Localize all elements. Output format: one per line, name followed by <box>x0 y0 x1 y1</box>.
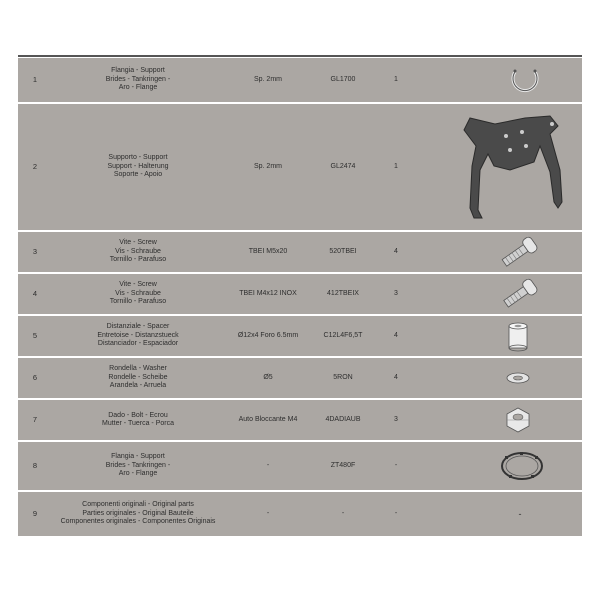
item-qty: 3 <box>394 415 398 423</box>
item-number: 8 <box>32 460 38 470</box>
snap-ring-icon <box>505 62 545 98</box>
item-number: 6 <box>32 372 38 382</box>
item-number: 9 <box>32 508 38 518</box>
item-qty: - <box>394 461 398 469</box>
part-image <box>438 316 582 356</box>
item-qty: 1 <box>394 162 398 170</box>
item-number: 7 <box>32 414 38 424</box>
item-qty: 4 <box>394 373 398 381</box>
item-spec: Auto Bloccante M4 <box>238 415 298 423</box>
item-number: 4 <box>32 288 38 298</box>
item-code: GL2474 <box>330 162 356 170</box>
table-row <box>18 492 582 538</box>
table-row <box>18 358 582 400</box>
item-code: C12L4F6,5T <box>323 331 363 339</box>
item-description: Supporto - Support Support - Halterung Soporte - Apoio <box>107 154 169 179</box>
item-code: - <box>341 509 345 517</box>
flange-ring-icon <box>497 446 547 486</box>
item-code: GL1700 <box>330 75 356 83</box>
parts-table <box>18 58 582 538</box>
item-qty: 4 <box>394 247 398 255</box>
item-spec: TBEI M4x12 INOX <box>239 289 297 297</box>
item-qty: 4 <box>394 331 398 339</box>
item-code: ZT480F <box>330 461 356 469</box>
item-number: 2 <box>32 161 38 171</box>
table-row <box>18 400 582 442</box>
table-row <box>18 274 582 316</box>
item-qty: - <box>394 509 398 517</box>
part-image <box>438 232 582 272</box>
dash-icon: - <box>518 508 522 519</box>
item-spec: Sp. 2mm <box>253 75 282 83</box>
item-code: 412TBEIX <box>327 289 359 297</box>
table-row <box>18 442 582 492</box>
part-image <box>438 492 582 536</box>
washer-icon <box>503 368 533 388</box>
table-top-rule <box>18 55 582 57</box>
nut-icon <box>503 405 533 435</box>
bracket-icon <box>450 110 570 225</box>
item-spec: Ø5 <box>263 373 273 381</box>
item-qty: 3 <box>394 289 398 297</box>
table-row <box>18 232 582 274</box>
item-description: Componenti originali - Original parts Parties originales - Original Bauteile Componentes originales - Componentes Originais <box>60 501 216 526</box>
item-code: 520TBEI <box>329 247 357 255</box>
table-row <box>18 58 582 104</box>
part-image <box>438 358 582 398</box>
item-description: Flangia - Support Brides - Tankringen - Aro - Flange <box>105 453 171 478</box>
part-image <box>438 274 582 314</box>
item-qty: 1 <box>394 75 398 83</box>
item-spec: Sp. 2mm <box>253 162 282 170</box>
item-description: Vite - Screw Vis - Schraube Tornillo - Parafuso <box>109 239 167 264</box>
table-row <box>18 316 582 358</box>
item-spec: Ø12x4 Foro 6.5mm <box>237 331 299 339</box>
item-spec: - <box>266 509 270 517</box>
part-image <box>438 400 582 440</box>
spacer-icon <box>503 318 533 354</box>
item-number: 3 <box>32 246 38 256</box>
item-description: Dado - Bolt - Ecrou Mutter - Tuerca - Porca <box>102 411 174 427</box>
item-description: Rondella - Washer Rondelle - Scheibe Arandela - Arruela <box>108 365 168 390</box>
item-code: 5RON <box>333 373 353 381</box>
item-description: Distanziale - Spacer Entretoise - Distanzstueck Distanciador - Espaciador <box>97 323 179 348</box>
item-description: Vite - Screw Vis - Schraube Tornillo - Parafuso <box>109 281 167 306</box>
item-number: 1 <box>32 74 38 84</box>
screw-icon <box>495 276 545 312</box>
item-code: 4DADIAUB <box>325 415 361 423</box>
item-spec: - <box>266 461 270 469</box>
part-image <box>438 58 582 102</box>
part-image <box>438 104 582 230</box>
screw-icon <box>495 234 545 270</box>
table-row <box>18 104 582 232</box>
item-description: Flangia - Support Brides - Tankringen - Aro - Flange <box>105 67 171 92</box>
item-number: 5 <box>32 330 38 340</box>
part-image <box>438 442 582 490</box>
item-spec: TBEI M5x20 <box>248 247 288 255</box>
